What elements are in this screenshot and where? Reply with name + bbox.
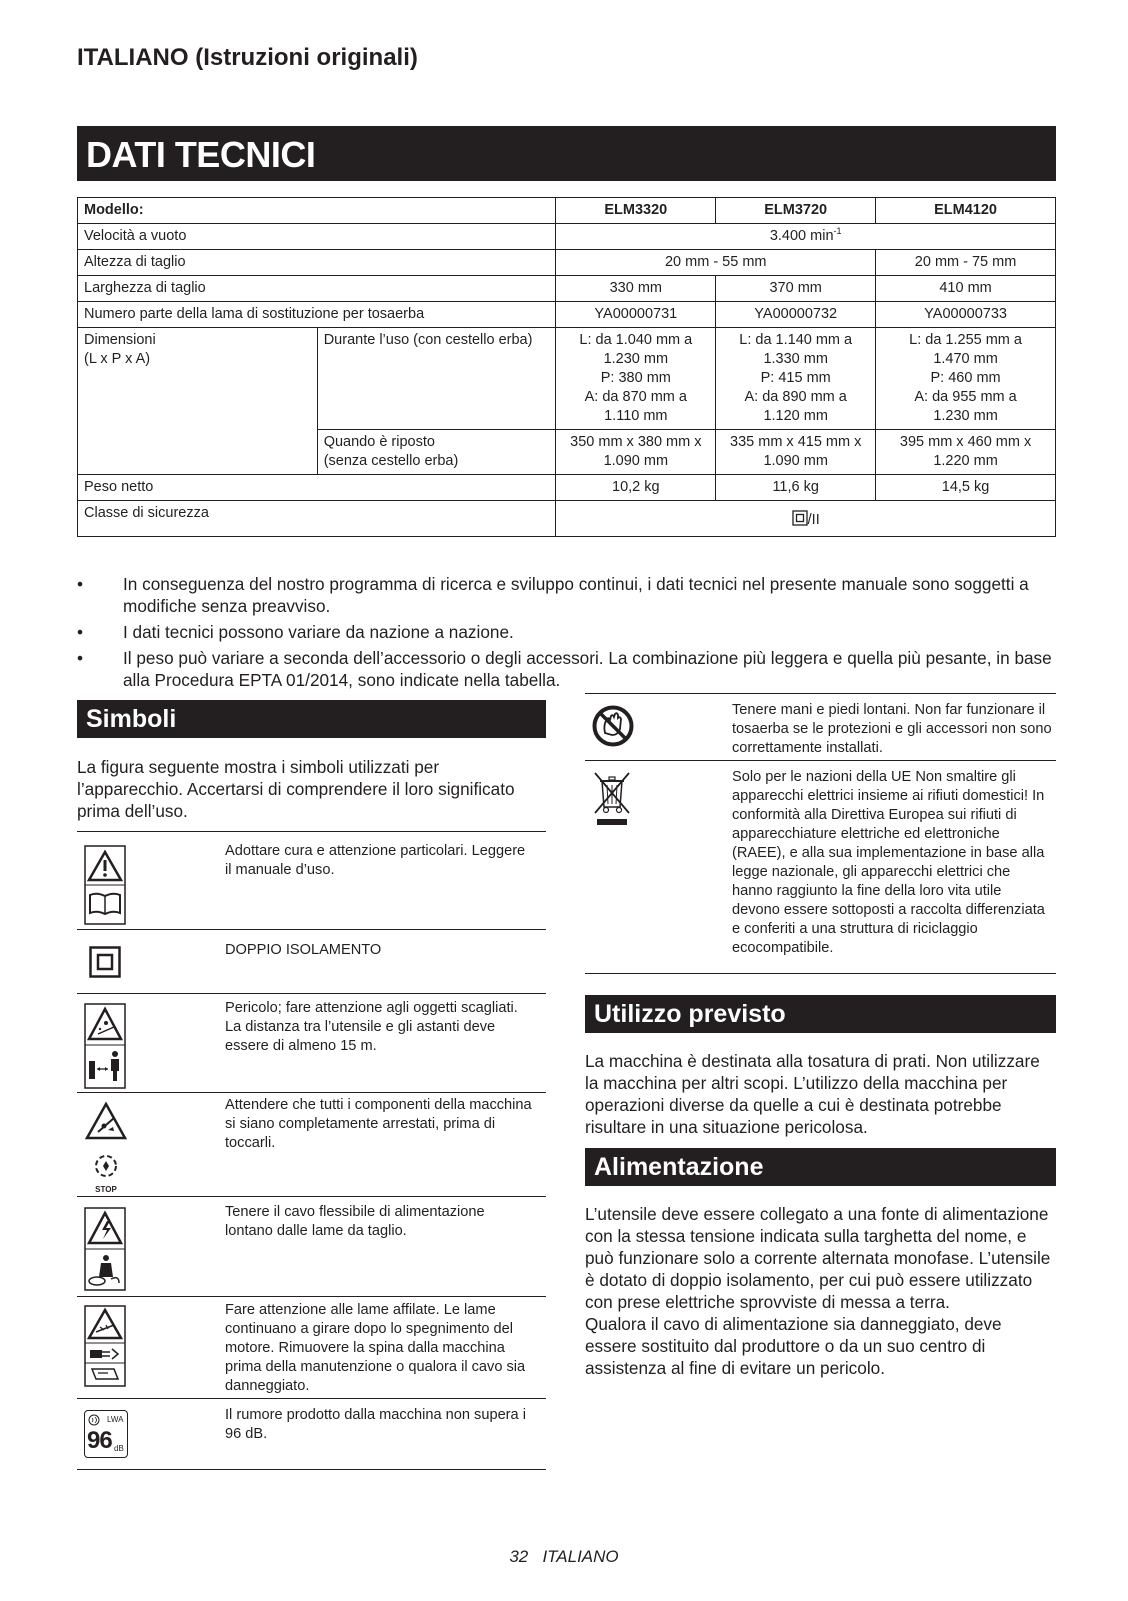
divider xyxy=(77,1296,546,1297)
table-row xyxy=(78,328,1056,430)
cell-value: 330 mm xyxy=(556,276,716,302)
table-row xyxy=(78,250,1056,276)
intended-use-text: La macchina è destinata alla tosatura di prati. Non utilizzare la macchina per altri scopi. L’utilizzo della macchina per operazioni diverse da quelle a cui è destinata potrebbe risultare in una situazione pericolosa. xyxy=(585,1051,1040,1137)
notes-list xyxy=(77,573,1056,695)
symbol-description: Tenere il cavo flessibile di alimentazione lontano dalle lame da taglio. xyxy=(225,1204,485,1239)
cell-value: 335 mm x 415 mm x 1.090 mm xyxy=(716,430,876,475)
language-title: ITALIANO (Istruzioni originali) xyxy=(77,44,418,71)
wait-stop-icon xyxy=(84,1102,128,1147)
table-row xyxy=(78,501,1056,537)
symbol-description: DOPPIO ISOLAMENTO xyxy=(225,942,382,958)
divider xyxy=(77,929,546,930)
cell-value: 20 mm - 75 mm xyxy=(876,250,1056,276)
cell-value: YA00000732 xyxy=(716,302,876,328)
divider xyxy=(77,993,546,994)
symbol-description: Tenere mani e piedi lontani. Non far funzionare il tosaerba se le protezioni e gli accessori non sono correttamente installati. xyxy=(732,702,1052,756)
symbols-intro: La figura seguente mostra i simboli utilizzati per l’apparecchio. Accertarsi di comprendere il loro significato prima dell’uso. xyxy=(77,757,515,821)
divider xyxy=(585,693,1056,694)
specs-table xyxy=(77,197,1056,537)
cell-value: L: da 1.040 mm a 1.230 mm P: 380 mm A: da 870 mm a 1.110 mm xyxy=(556,328,716,430)
weee-bin-icon xyxy=(591,771,633,832)
row-label: Peso netto xyxy=(78,475,556,501)
cell-value: L: da 1.140 mm a 1.330 mm P: 415 mm A: da 890 mm a 1.120 mm xyxy=(716,328,876,430)
row-label: Dimensioni (L x P x A) xyxy=(78,328,318,475)
row-label: Numero parte della lama di sostituzione per tosaerba xyxy=(78,302,556,328)
warning-read-manual-icon xyxy=(84,845,126,930)
table-row xyxy=(78,302,1056,328)
row-label: Velocità a vuoto xyxy=(78,224,556,250)
cable-away-from-blades-icon xyxy=(84,1207,126,1296)
row-label: Larghezza di taglio xyxy=(78,276,556,302)
cell-value: 410 mm xyxy=(876,276,1056,302)
page-number: 32 xyxy=(509,1547,529,1566)
row-label: Classe di sicurezza xyxy=(78,501,556,537)
power-supply-text: L’utensile deve essere collegato a una fonte di alimentazione con la stessa tensione indicata sulla targhetta del nome, e può funzionare solo a corrente alternata monofase. L’utensile è dotato di doppio isolamento, per cui può essere utilizzato con prese elettriche sprovviste di messa a terra. Qualora il cavo di alimentazione sia danneggiato, deve essere sostituito dal produttore o da un suo centro di assistenza al fine di evitare un pericolo. xyxy=(585,1204,1051,1378)
symbol-description: Attendere che tutti i componenti della macchina si siano completamente arrestati, prima di toccarli. xyxy=(225,1097,532,1151)
table-row xyxy=(78,224,1056,250)
safety-class-value: /II xyxy=(556,501,1056,537)
sub-label: Durante l’uso (con cestello erba) xyxy=(317,328,556,430)
cell-value: YA00000731 xyxy=(556,302,716,328)
intended-use-title: Utilizzo previsto xyxy=(585,995,1056,1033)
table-row xyxy=(78,475,1056,501)
cell-value: L: da 1.255 mm a 1.470 mm P: 460 mm A: da 955 mm a 1.230 mm xyxy=(876,328,1056,430)
cell-value: 10,2 kg xyxy=(556,475,716,501)
table-row xyxy=(78,276,1056,302)
table-row xyxy=(78,198,1056,224)
cell-value: 14,5 kg xyxy=(876,475,1056,501)
cell-value: 350 mm x 380 mm x 1.090 mm xyxy=(556,430,716,475)
divider xyxy=(77,1092,546,1093)
cell-value: YA00000733 xyxy=(876,302,1056,328)
row-label: Altezza di taglio xyxy=(78,250,556,276)
note-item: • I dati tecnici possono variare da nazione a nazione. xyxy=(77,621,1056,643)
note-item: • In conseguenza del nostro programma di ricerca e sviluppo continui, i dati tecnici nel presente manuale sono soggetti a modifiche senza preavviso. xyxy=(77,573,1056,617)
divider xyxy=(77,1398,546,1399)
power-supply-title: Alimentazione xyxy=(585,1148,1056,1186)
symbols-title: Simboli xyxy=(77,700,546,738)
page-footer xyxy=(0,1547,1128,1567)
symbol-description: Adottare cura e attenzione particolari. Leggere il manuale d’uso. xyxy=(225,843,526,878)
divider xyxy=(77,1469,546,1470)
stop-icon: STOP xyxy=(89,1152,123,1194)
cell-value: 395 mm x 460 mm x 1.220 mm xyxy=(876,430,1056,475)
double-insulation-icon xyxy=(792,510,808,526)
divider xyxy=(585,973,1056,974)
model-label: Modello: xyxy=(78,198,556,224)
double-insulation-icon xyxy=(89,946,121,983)
divider xyxy=(77,831,546,832)
speed-value: 3.400 $\min^{-1}$ xyxy=(556,224,1056,250)
thrown-objects-distance-icon xyxy=(84,1003,126,1094)
cell-value: 20 mm - 55 mm xyxy=(556,250,876,276)
model-name: ELM3720 xyxy=(716,198,876,224)
symbol-description: Pericolo; fare attenzione agli oggetti scagliati. La distanza tra l’utensile e gli astanti deve essere di almeno 15 m. xyxy=(225,1000,518,1054)
cell-value: 11,6 kg xyxy=(716,475,876,501)
note-item: • Il peso può variare a seconda dell’accessorio o degli accessori. La combinazione più leggera e quella più pesante, in base alla Procedura EPTA 01/2014, sono indicate nella tabella. xyxy=(77,647,1056,691)
cell-value: 370 mm xyxy=(716,276,876,302)
footer-language: ITALIANO xyxy=(542,1547,619,1566)
symbol-description: Solo per le nazioni della UE Non smaltire gli apparecchi elettrici insieme ai rifiuti domestici! In conformità alla Direttiva Europea sui rifiuti di apparecchiature elettriche ed elettroniche (RAEE), e alla sua implementazione in base alla legge nazionale, gli apparecchi elettrici che hanno raggiunto la fine della loro vita utile devono essere sottoposti a raccolta differenziata e conferiti a una struttura di riciclaggio ecocompatibile. xyxy=(732,769,1045,956)
noise-96db-icon: LWA 96 dB xyxy=(84,1410,128,1458)
specs-title: DATI TECNICI xyxy=(77,126,1056,181)
model-name: ELM3320 xyxy=(556,198,716,224)
sharp-blades-unplug-icon xyxy=(84,1305,126,1392)
symbol-description: Fare attenzione alle lame affilate. Le lame continuano a girare dopo lo spegnimento del motore. Rimuovere la spina dalla macchina prima della manutenzione o qualora il cavo sia danneggiato. xyxy=(225,1302,526,1394)
keep-hands-feet-away-icon xyxy=(592,705,634,752)
divider xyxy=(585,760,1056,761)
divider xyxy=(77,1196,546,1197)
model-name: ELM4120 xyxy=(876,198,1056,224)
symbol-description: Il rumore prodotto dalla macchina non supera i 96 dB. xyxy=(225,1407,526,1442)
sub-label: Quando è riposto (senza cestello erba) xyxy=(317,430,556,475)
